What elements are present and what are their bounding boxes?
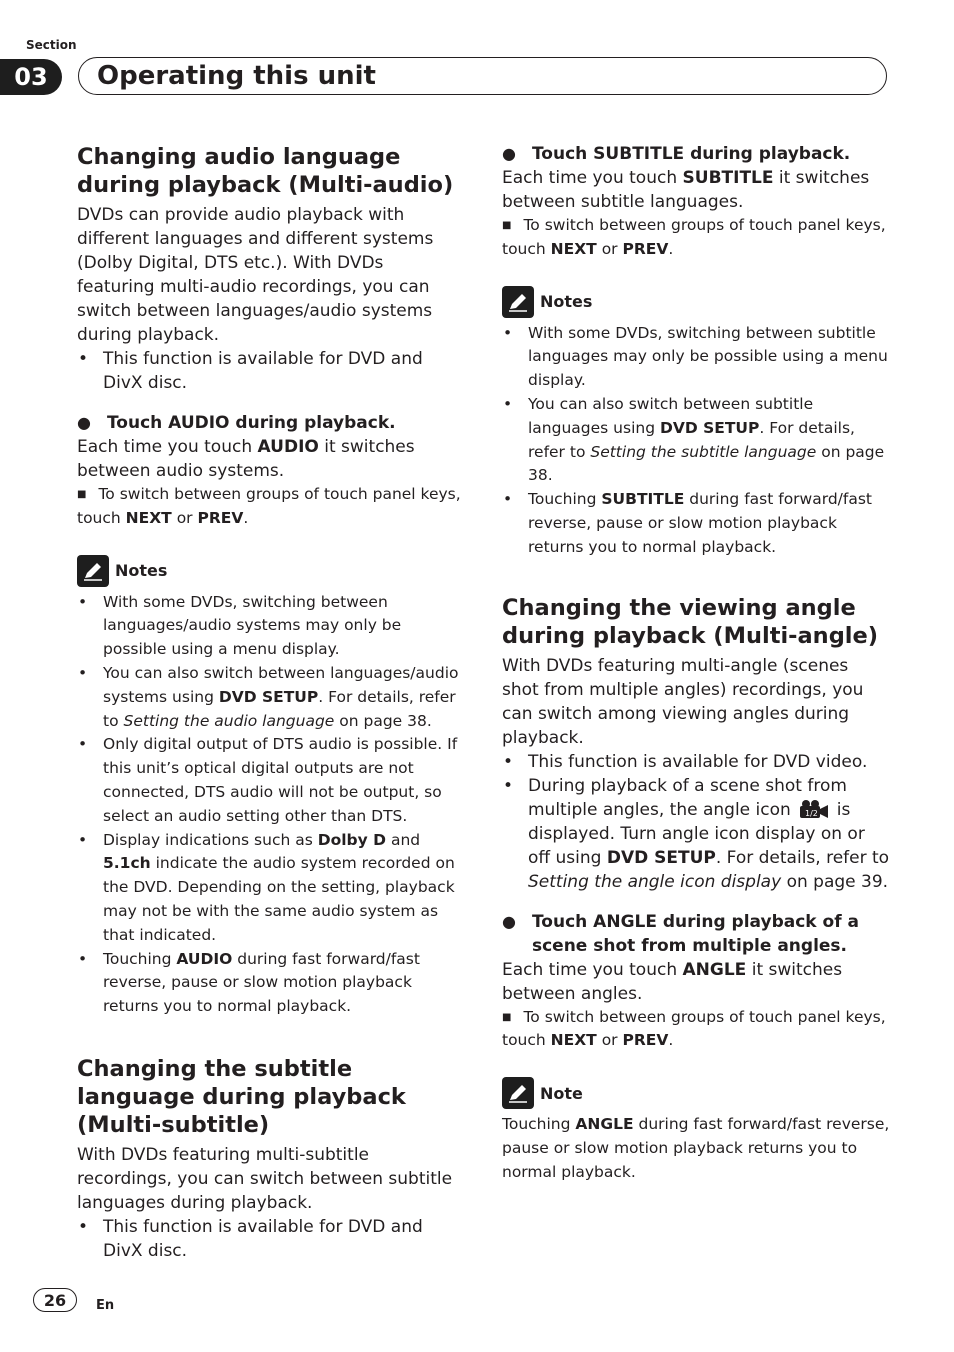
subtitle-note-1: • With some DVDs, switching between subtitle languages may only be possible using a menu display. — [502, 322, 890, 393]
audio-note-3: • Only digital output of DTS audio is possible. If this unit’s optical digital outputs are not connected, DTS audio will not be output, so select an audio setting other than DTS. — [77, 733, 465, 828]
subtitle-step — [502, 142, 890, 166]
step-bullet-icon: ● — [502, 911, 516, 931]
page-number: 26 — [33, 1288, 77, 1312]
subtitle-bullet: • This function is available for DVD and DivX disc. — [77, 1215, 465, 1263]
svg-text:1/2: 1/2 — [804, 808, 818, 818]
page-title: Operating this unit — [78, 57, 887, 95]
angle-heading: Changing the viewing angle during playback (Multi-angle) — [502, 594, 879, 649]
subtitle-notes-title: Notes — [540, 292, 593, 312]
audio-bullets — [77, 347, 465, 395]
subtitle-note-3: • Touching SUBTITLE during fast forward/fast reverse, pause or slow motion playback returns you to normal playback. — [502, 488, 890, 559]
subtitle-notes-header — [502, 286, 890, 318]
audio-intro: DVDs can provide audio playback with different languages and different systems (Dolby Digital, DTS etc.). With DVDs featuring multi-audio recordings, you can switch between languages/audio systems during playback. — [77, 205, 434, 345]
audio-notes-header — [77, 555, 465, 587]
audio-note-1: • With some DVDs, switching between languages/audio systems may only be possible using a menu display. — [77, 591, 465, 662]
subtitle-step-text: Each time you touch SUBTITLE it switches between subtitle languages. — [502, 168, 870, 212]
audio-sub-step: ■ To switch between groups of touch panel keys, touch NEXT or PREV. — [77, 485, 461, 527]
audio-note-5: • Touching AUDIO during fast forward/fast reverse, pause or slow motion playback returns you to normal playback. — [77, 948, 465, 1019]
pencil-note-icon — [502, 286, 534, 318]
subtitle-bullets — [77, 1215, 465, 1263]
subtitle-notes-list — [502, 322, 890, 560]
angle-step-text: Each time you touch ANGLE it switches between angles. — [502, 959, 843, 1004]
audio-notes-list — [77, 591, 465, 1019]
square-bullet-icon: ■ — [77, 489, 87, 500]
audio-step — [77, 411, 465, 435]
angle-bullets — [502, 750, 890, 894]
section-number-badge: 03 — [0, 59, 62, 95]
angle-note-text: Touching ANGLE during fast forward/fast reverse, pause or slow motion playback returns you to normal playback. — [502, 1115, 890, 1181]
angle-note-title: Note — [540, 1083, 583, 1103]
step-bullet-icon: ● — [77, 413, 91, 432]
pencil-note-icon — [77, 555, 109, 587]
subtitle-sub-step: ■ To switch between groups of touch panel keys, touch NEXT or PREV. — [502, 216, 886, 258]
audio-step-text: Each time you touch AUDIO it switches between audio systems. — [77, 437, 415, 481]
audio-note-2: • You can also switch between languages/audio systems using DVD SETUP. For details, refer to Setting the audio language on page 38. — [77, 662, 465, 733]
angle-camera-icon — [797, 799, 831, 819]
section-label: Section — [26, 38, 77, 52]
audio-step-label: Touch AUDIO during playback. — [106, 413, 396, 433]
subtitle-heading: Changing the subtitle language during playback (Multi-subtitle) — [77, 1055, 406, 1138]
angle-step — [502, 910, 890, 958]
angle-step-label: Touch ANGLE during playback of a scene shot from multiple angles. — [531, 911, 859, 956]
square-bullet-icon: ■ — [502, 1011, 512, 1023]
subtitle-note-2: • You can also switch between subtitle languages using DVD SETUP. For details, refer to Setting the subtitle language on page 38. — [502, 393, 890, 488]
audio-bullet: • This function is available for DVD and DivX disc. — [77, 347, 465, 395]
angle-intro: With DVDs featuring multi-angle (scenes shot from multiple angles) recordings, you can switch among viewing angles during playback. — [502, 655, 864, 748]
subtitle-intro: With DVDs featuring multi-subtitle recordings, you can switch between subtitle languages during playback. — [77, 1144, 453, 1213]
left-column — [77, 143, 465, 1263]
pencil-note-icon — [502, 1077, 534, 1109]
angle-sub-step: ■ To switch between groups of touch panel keys, touch NEXT or PREV. — [502, 1007, 886, 1050]
angle-note-header — [502, 1077, 890, 1109]
right-column — [502, 142, 890, 1185]
angle-bullet-1: • This function is available for DVD video. — [502, 750, 890, 774]
language-code: En — [96, 1298, 115, 1313]
subtitle-step-label: Touch SUBTITLE during playback. — [531, 144, 851, 164]
angle-bullet-2: • During playback of a scene shot from multiple angles, the angle icon 1/2 is displayed. Turn angle icon display on or off using DVD SETUP. For details, refer to Setting the angle icon display on page 39. — [502, 774, 890, 894]
audio-notes-title: Notes — [115, 561, 168, 581]
audio-heading: Changing audio language during playback (Multi-audio) — [77, 144, 454, 198]
step-bullet-icon: ● — [502, 144, 516, 163]
square-bullet-icon: ■ — [502, 220, 512, 231]
audio-note-4: • Display indications such as Dolby D and 5.1ch indicate the audio system recorded on the DVD. Depending on the setting, playback may not be with the same audio system as that indicated. — [77, 829, 465, 948]
